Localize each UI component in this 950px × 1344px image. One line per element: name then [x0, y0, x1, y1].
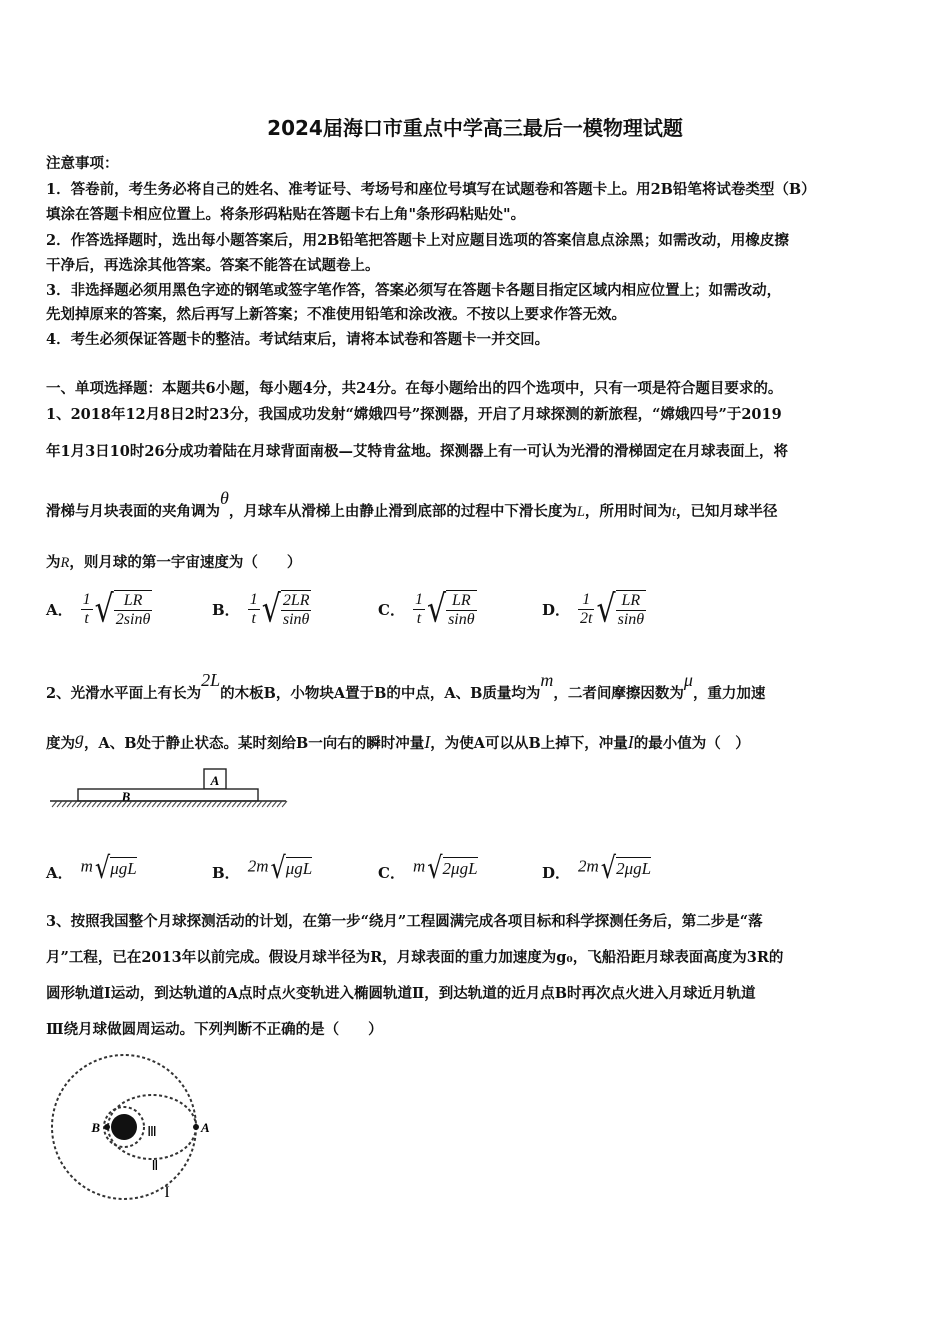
label-iii: Ⅲ [147, 1125, 157, 1140]
hatch-mark [232, 801, 237, 807]
hatch-mark [227, 801, 232, 807]
q2-text: 2、光滑水平面上有长为2L的木板B，小物块A置于B的中点，A、B质量均为m，二者间摩擦因数为μ，重力加速 [46, 670, 766, 702]
orbit-diagram [44, 1052, 214, 1212]
hatch-mark [52, 801, 57, 807]
q3-text: Ⅲ绕月球做圆周运动。下列判断不正确的是（ ） [46, 1021, 383, 1038]
hatch-mark [57, 801, 62, 807]
label-a: A [201, 1120, 210, 1135]
notice-line: 填涂在答题卡相应位置上。将条形码粘贴在答题卡右上角"条形码粘贴处"。 [46, 206, 526, 223]
hatch-mark [72, 801, 77, 807]
hatch-mark [242, 801, 247, 807]
label-i: I [164, 1184, 170, 1201]
block-a-label: A [210, 773, 220, 788]
hatch-mark [187, 801, 192, 807]
hatch-mark [172, 801, 177, 807]
label-b: B [91, 1120, 100, 1135]
hatch-mark [192, 801, 197, 807]
q2-text: 度为g，A、B处于静止状态。某时刻给B一向右的瞬时冲量I，为使A可以从B上掉下，冲量I的最小值为（ ） [46, 728, 750, 752]
hatch-mark [77, 801, 82, 807]
hatch-mark [202, 801, 207, 807]
point-a-dot [193, 1124, 199, 1130]
q1-text: 1、2018年12月8日2时23分，我国成功发射“嫦娥四号”探测器，开启了月球探测的新旅程，“嫦娥四号”于2019 [46, 406, 782, 423]
q2-option-a[interactable]: A． m√μgL [46, 850, 137, 885]
hatch-mark [167, 801, 172, 807]
hatch-mark [257, 801, 262, 807]
q2-option-b[interactable]: B． 2m√μgL [212, 850, 313, 885]
hatch-mark [142, 801, 147, 807]
point-b-dot [104, 1124, 110, 1130]
q1-option-c[interactable]: C． $\frac{1}{t}$ √ $\frac{LR}{\sin\theta}$ [378, 587, 475, 631]
hatch-mark [177, 801, 182, 807]
notice-heading: 注意事项： [46, 155, 119, 172]
hatch-mark [112, 801, 117, 807]
hatch-mark [217, 801, 222, 807]
hatch-mark [157, 801, 162, 807]
hatch-mark [207, 801, 212, 807]
notice-line: 1．答卷前，考生务必将自己的姓名、准考证号、考场号和座位号填写在试题卷和答题卡上。用2B铅笔将试卷类型（B） [46, 181, 816, 198]
hatch-mark [117, 801, 122, 807]
theta-symbol: θ [220, 488, 229, 508]
hatch-mark [267, 801, 272, 807]
q1-text: 年1月3日10时26分成功着陆在月球背面南极—艾特肯盆地。探测器上有一可认为光滑的滑梯固定在月球表面上，将 [46, 443, 789, 460]
hatch-mark [137, 801, 142, 807]
q1-option-a[interactable]: A． $\frac{1}{t}$ √ $\frac{LR}{2\sin\theta}$ [46, 587, 151, 631]
hatch-mark [97, 801, 102, 807]
q3-text: 圆形轨道Ⅰ运动，到达轨道的A点时点火变轨进入椭圆轨道Ⅱ，到达轨道的近月点B时再次点火进入月球近月轨道 [46, 985, 756, 1002]
hatch-mark [82, 801, 87, 807]
hatch-mark [87, 801, 92, 807]
hatch-mark [152, 801, 157, 807]
hatch-mark [92, 801, 97, 807]
notice-line: 2．作答选择题时，选出每小题答案后，用2B铅笔把答题卡上对应题目选项的答案信息点涂黑；如需改动，用橡皮擦 [46, 232, 789, 249]
q1-text: 为R，则月球的第一宇宙速度为（ ） [46, 554, 302, 571]
board-b-label: B [121, 789, 131, 804]
hatch-mark [102, 801, 107, 807]
q3-text: 3、按照我国整个月球探测活动的计划，在第一步“绕月”工程圆满完成各项目标和科学探测任务后，第二步是“落 [46, 913, 763, 930]
hatch-mark [182, 801, 187, 807]
q1-option-d[interactable]: D． $\frac{1}{2t}$ √ $\frac{LR}{\sin\theta}$ [542, 587, 645, 631]
q3-text: 月”工程，已在2013年以前完成。假设月球半径为R，月球表面的重力加速度为g₀，飞船沿距月球表面高度为3R的 [46, 949, 784, 966]
hatch-mark [107, 801, 112, 807]
hatch-mark [277, 801, 282, 807]
notice-line: 干净后，再选涂其他答案。答案不能答在试题卷上。 [46, 257, 380, 274]
hatch-mark [252, 801, 257, 807]
notice-line: 3．非选择题必须用黑色字迹的钢笔或签字笔作答，答案必须写在答题卡各题目指定区域内相应位置上；如需改动， [46, 282, 782, 299]
notice-line: 先划掉原来的答案，然后再写上新答案；不准使用铅笔和涂改液。不按以上要求作答无效。 [46, 306, 626, 323]
q1-text: 滑梯与月块表面的夹角调为θ，月球车从滑梯上由静止滑到底部的过程中下滑长度为L，所用时间为t，已知月球半径 [46, 488, 778, 520]
q2-option-d[interactable]: D． 2m√2μgL [542, 850, 652, 885]
board-block-figure [44, 766, 294, 816]
hatch-mark [147, 801, 152, 807]
hatch-mark [237, 801, 242, 807]
hatch-mark [262, 801, 267, 807]
q2-option-c[interactable]: C． m√2μgL [378, 850, 478, 885]
notice-line: 4．考生必须保证答题卡的整洁。考试结束后，请将本试卷和答题卡一并交回。 [46, 331, 550, 348]
hatch-mark [212, 801, 217, 807]
hatch-mark [132, 801, 137, 807]
hatch-mark [62, 801, 67, 807]
hatch-mark [282, 801, 287, 807]
hatch-mark [272, 801, 277, 807]
label-ii: Ⅱ [151, 1159, 159, 1174]
ground-hatching [52, 801, 287, 807]
hatch-mark [222, 801, 227, 807]
hatch-mark [247, 801, 252, 807]
hatch-mark [197, 801, 202, 807]
hatch-mark [162, 801, 167, 807]
moon [111, 1114, 137, 1140]
q1-option-b[interactable]: B． $\frac{1}{t}$ √ $\frac{2LR}{\sin\theta}$ [212, 587, 310, 631]
section-heading: 一、单项选择题：本题共6小题，每小题4分，共24分。在每小题给出的四个选项中，只有一项是符合题目要求的。 [46, 380, 783, 397]
hatch-mark [67, 801, 72, 807]
page-title: 2024届海口市重点中学高三最后一模物理试题 [267, 116, 683, 140]
board-b [78, 789, 258, 801]
